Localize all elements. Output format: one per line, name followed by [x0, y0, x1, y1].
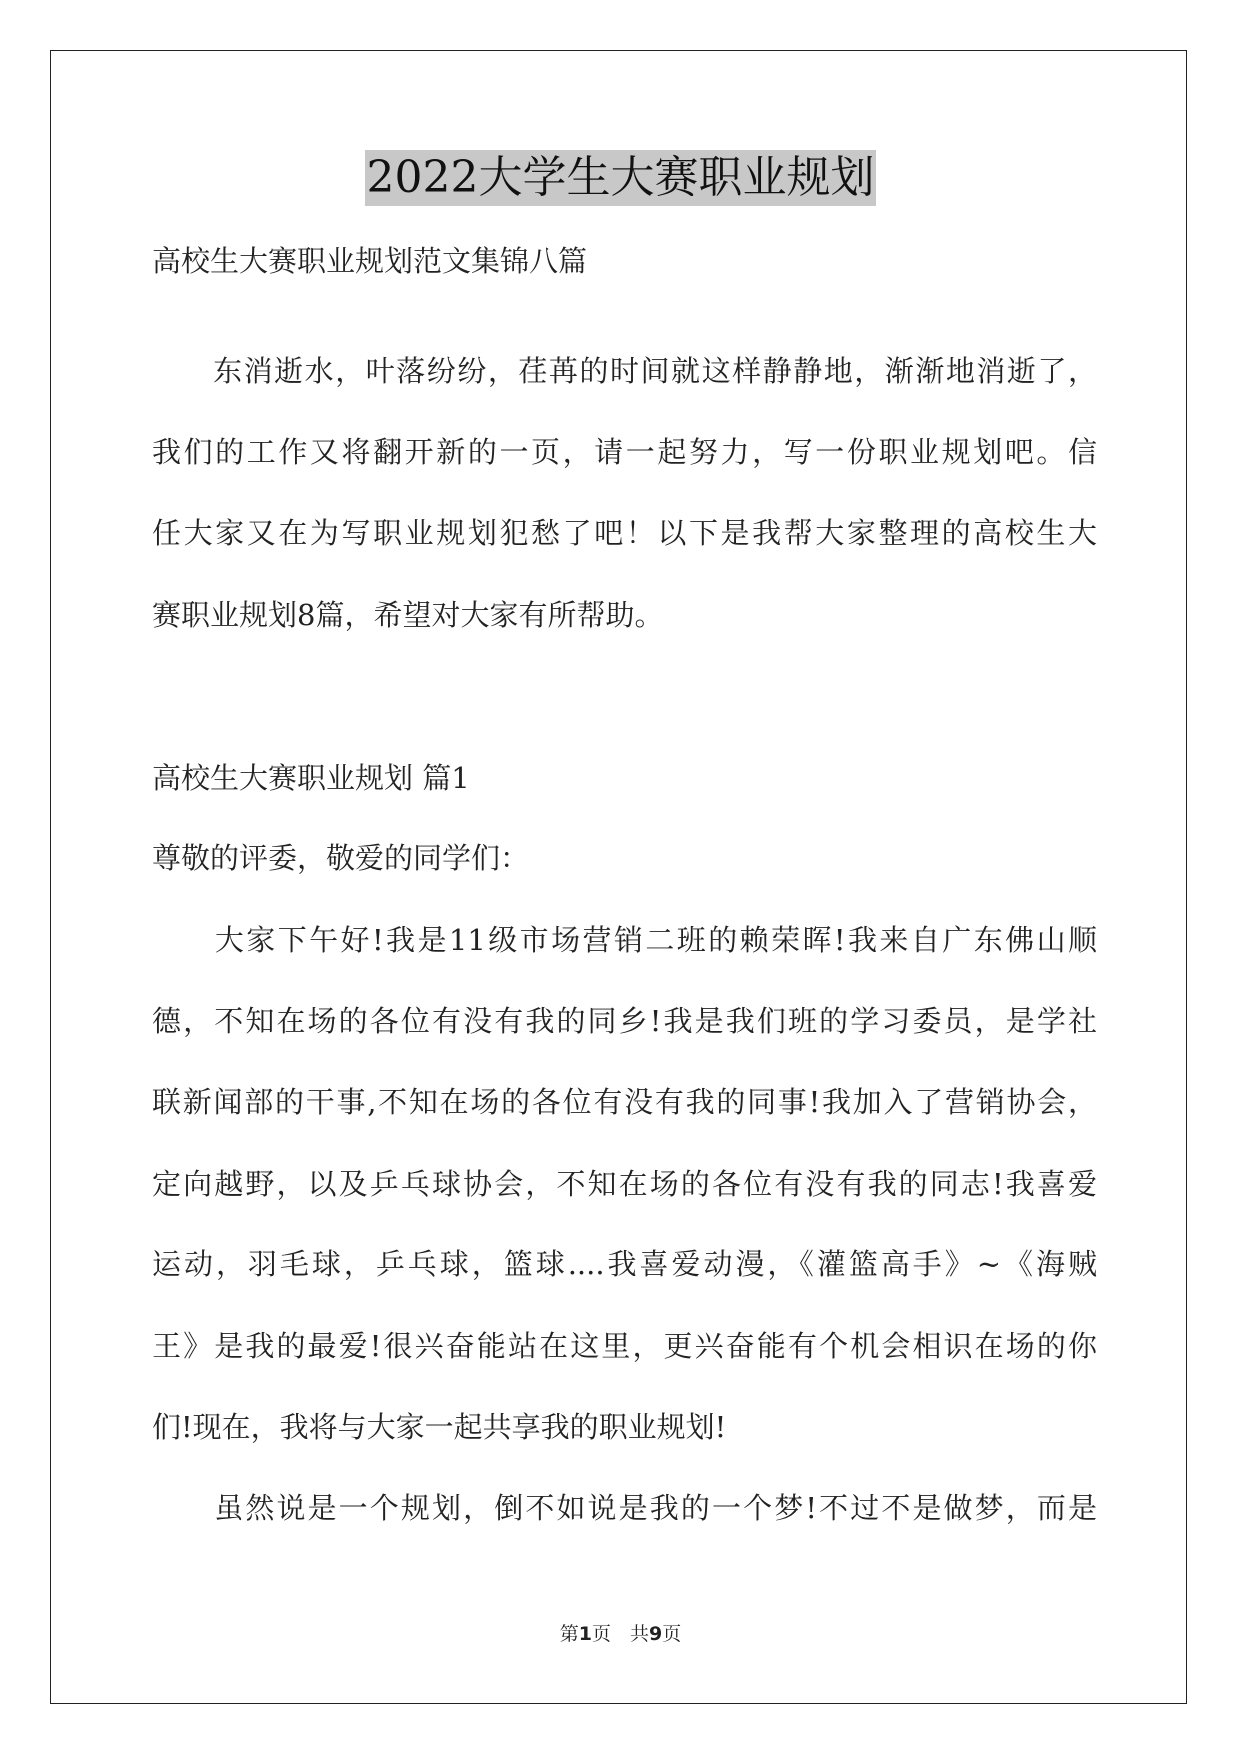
- body-line: 赛职业规划8篇，希望对大家有所帮助。: [152, 598, 664, 632]
- document-title: 2022大学生大赛职业规划: [365, 150, 877, 206]
- body-line: 任大家又在为写职业规划犯愁了吧！以下是我帮大家整理的高校生大: [152, 516, 1097, 550]
- body-line: 我们的工作又将翻开新的一页，请一起努力，写一份职业规划吧。信: [152, 435, 1097, 469]
- page-border: [50, 50, 1187, 1704]
- total-pages-number: 9: [649, 1623, 663, 1645]
- body-line: 虽然说是一个规划，倒不如说是我的一个梦!不过不是做梦，而是: [152, 1491, 1097, 1525]
- footer-prefix: 第: [559, 1623, 579, 1645]
- section-heading: 高校生大赛职业规划 篇1: [152, 761, 470, 795]
- body-line: 运动，羽毛球，乒乓球，篮球....我喜爱动漫，《灌篮高手》~《海贼: [152, 1247, 1097, 1281]
- footer-suffix: 页: [662, 1623, 682, 1645]
- body-line: 联新闻部的干事,不知在场的各位有没有我的同事!我加入了营销协会，: [152, 1085, 1097, 1119]
- salutation-line: 尊敬的评委，敬爱的同学们：: [152, 841, 530, 875]
- body-line: 们!现在，我将与大家一起共享我的职业规划!: [152, 1410, 727, 1444]
- body-line: 东消逝水，叶落纷纷，荏苒的时间就这样静静地，渐渐地消逝了，: [152, 354, 1097, 388]
- title-container: [0, 150, 1241, 206]
- body-line: 大家下午好!我是11级市场营销二班的赖荣晖!我来自广东佛山顺: [152, 923, 1097, 957]
- subtitle-line: 高校生大赛职业规划范文集锦八篇: [152, 244, 588, 278]
- body-line: 王》是我的最爱!很兴奋能站在这里，更兴奋能有个机会相识在场的你: [152, 1329, 1097, 1363]
- footer-middle: 页 共: [591, 1623, 649, 1645]
- current-page-number: 1: [578, 1623, 592, 1645]
- body-line: 定向越野，以及乒乓球协会，不知在场的各位有没有我的同志!我喜爱: [152, 1167, 1097, 1201]
- page-footer: [0, 1622, 1241, 1646]
- body-line: 德，不知在场的各位有没有我的同乡!我是我们班的学习委员，是学社: [152, 1004, 1097, 1038]
